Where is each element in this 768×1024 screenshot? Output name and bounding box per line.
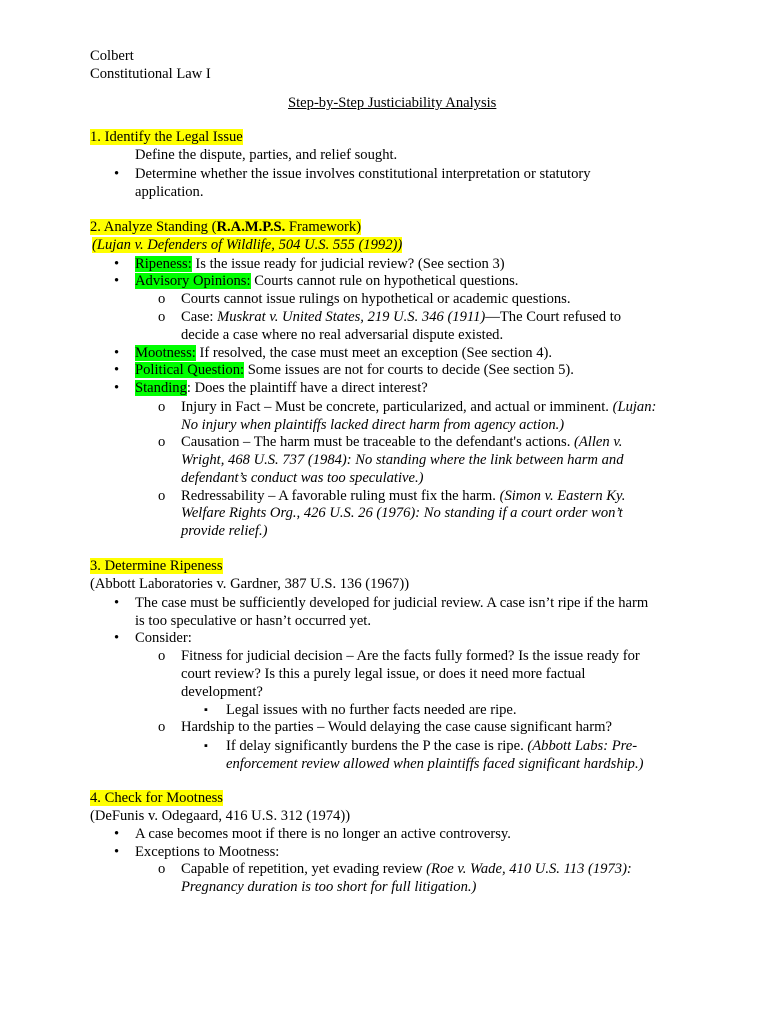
redressability-line-1-text: Redressability – A favorable ruling must fix the harm. [181,488,500,504]
bullet-glyph: • [114,345,120,361]
causation-line-1 [181,433,622,451]
fitness-sub: Legal issues with no further facts needed are ripe. [226,702,517,718]
advisory-sub-2-line-1 [181,308,621,326]
section-1-line: Define the dispute, parties, and relief sought. [135,147,398,163]
section-3-bullet-2: Consider: [135,630,192,646]
circle-bullet-glyph: o [158,488,166,504]
hardship-line: Hardship to the parties – Would delaying the case cause significant harm? [181,719,612,735]
injury-line-1-text: Injury in Fact – Must be concrete, particularized, and actual or imminent. [181,399,613,415]
bullet-glyph: • [114,630,120,646]
ripeness-term: Ripeness: [135,256,192,272]
bullet-glyph: • [114,595,120,611]
fitness-line-1: Fitness for judicial decision – Are the facts fully formed? Is the issue ready for [181,648,640,664]
section-2-heading-pre: 2. Analyze Standing ( [90,219,217,235]
section-1-bullet-1-line-2: application. [135,184,204,200]
advisory-term: Advisory Opinions: [135,273,251,289]
course-name: Constitutional Law I [90,66,211,82]
hardship-sub-line-1 [226,737,637,755]
bullet-glyph: • [114,166,120,182]
advisory-sub-2-pre: Case: [181,309,218,325]
bullet-glyph: • [114,844,120,860]
section-4-bullet-1: A case becomes moot if there is no longer an active controversy. [135,826,511,842]
circle-bullet-glyph: o [158,719,166,735]
redressability-line-1-case: (Simon v. Eastern Ky. [499,488,626,504]
hardship-sub-case: (Abbott Labs: Pre- [527,738,638,754]
mootness-item [135,344,552,362]
redressability-line-3: provide relief.) [181,523,268,539]
capable-line-2: Pregnancy duration is too short for full litigation.) [181,879,477,895]
capable-case: (Roe v. Wade, 410 U.S. 113 (1973): [426,861,632,877]
standing-term: Standing [135,380,187,396]
section-4-bullet-2: Exceptions to Mootness: [135,844,280,860]
section-1-heading-text: 1. Identify the Legal Issue [90,129,243,145]
advisory-sub-1: Courts cannot issue rulings on hypothetical or academic questions. [181,291,571,307]
author-name: Colbert [90,48,134,64]
section-3-heading-text: 3. Determine Ripeness [90,558,223,574]
hardship-sub-text: If delay significantly burdens the P the case is ripe. [226,738,528,754]
square-bullet-glyph: ▪ [204,704,208,716]
standing-item [135,379,428,397]
section-3-bullet-1-line-1: The case must be sufficiently developed for judicial review. A case isn’t ripe if the harm [135,595,649,611]
section-3-bullet-1-line-2: is too speculative or hasn’t occurred yet. [135,613,371,629]
fitness-line-3: development? [181,684,263,700]
document-title: Step-by-Step Justiciability Analysis [288,95,497,111]
advisory-item [135,272,518,290]
injury-line-1-case: (Lujan: [612,399,657,415]
section-1-bullet-1-line-1: Determine whether the issue involves constitutional interpretation or statutory [135,166,591,182]
section-3-heading [90,557,223,575]
section-4-heading-text: 4. Check for Mootness [90,790,223,806]
ripeness-item [135,255,505,273]
section-1-heading [90,128,243,146]
capable-line-1 [181,860,632,878]
bullet-glyph: • [114,826,120,842]
circle-bullet-glyph: o [158,291,166,307]
circle-bullet-glyph: o [158,309,166,325]
redressability-line-2: Welfare Rights Org., 426 U.S. 26 (1976): No standing if a court order won’t [181,505,623,521]
political-question-term: Political Question: [135,362,245,378]
mootness-term: Mootness: [135,345,196,361]
fitness-line-2: court review? Is this a purely legal issue, or does it need more factual [181,666,586,682]
section-2-case [92,236,402,254]
causation-line-1-text: Causation – The harm must be traceable to the defendant's actions. [181,434,575,450]
section-4-case: (DeFunis v. Odegaard, 416 U.S. 312 (1974)) [90,808,351,824]
section-2-case-text: (Lujan v. Defenders of Wildlife, 504 U.S. 555 (1992)) [92,237,403,253]
causation-line-2: Wright, 468 U.S. 737 (1984): No standing where the link between harm and [181,452,624,468]
section-2-heading-bold: R.A.M.P.S. [216,219,286,235]
injury-line-1 [181,398,656,416]
causation-line-3: defendant’s conduct was too speculative.) [181,470,424,486]
causation-line-1-case: (Allen v. [574,434,623,450]
standing-text: : Does the plaintiff have a direct interest? [186,380,428,396]
advisory-sub-2-case: Muskrat v. United States, 219 U.S. 346 (1911) [217,309,486,325]
section-2-heading-post: Framework) [285,219,362,235]
mootness-text: If resolved, the case must meet an exception (See section 4). [195,345,553,361]
bullet-glyph: • [114,380,120,396]
section-3-case: (Abbott Laboratories v. Gardner, 387 U.S. 136 (1967)) [90,576,410,592]
section-2-heading [90,218,361,236]
bullet-glyph: • [114,273,120,289]
circle-bullet-glyph: o [158,861,166,877]
injury-line-2: No injury when plaintiffs lacked direct harm from agency action.) [181,417,565,433]
section-4-heading [90,789,223,807]
ripeness-text: Is the issue ready for judicial review? (See section 3) [191,256,505,272]
square-bullet-glyph: ▪ [204,740,208,752]
circle-bullet-glyph: o [158,399,166,415]
capable-text: Capable of repetition, yet evading review [181,861,427,877]
circle-bullet-glyph: o [158,648,166,664]
bullet-glyph: • [114,362,120,378]
advisory-text: Courts cannot rule on hypothetical questions. [250,273,519,289]
circle-bullet-glyph: o [158,434,166,450]
redressability-line-1 [181,487,625,505]
political-question-text: Some issues are not for courts to decide (See section 5). [244,362,574,378]
advisory-sub-2-post: —The Court refused to [485,309,622,325]
bullet-glyph: • [114,256,120,272]
political-question-item [135,361,574,379]
hardship-sub-line-2: enforcement review allowed when plaintiffs faced significant hardship.) [226,756,644,772]
advisory-sub-2-line-2: decide a case where no real adversarial dispute existed. [181,327,504,343]
